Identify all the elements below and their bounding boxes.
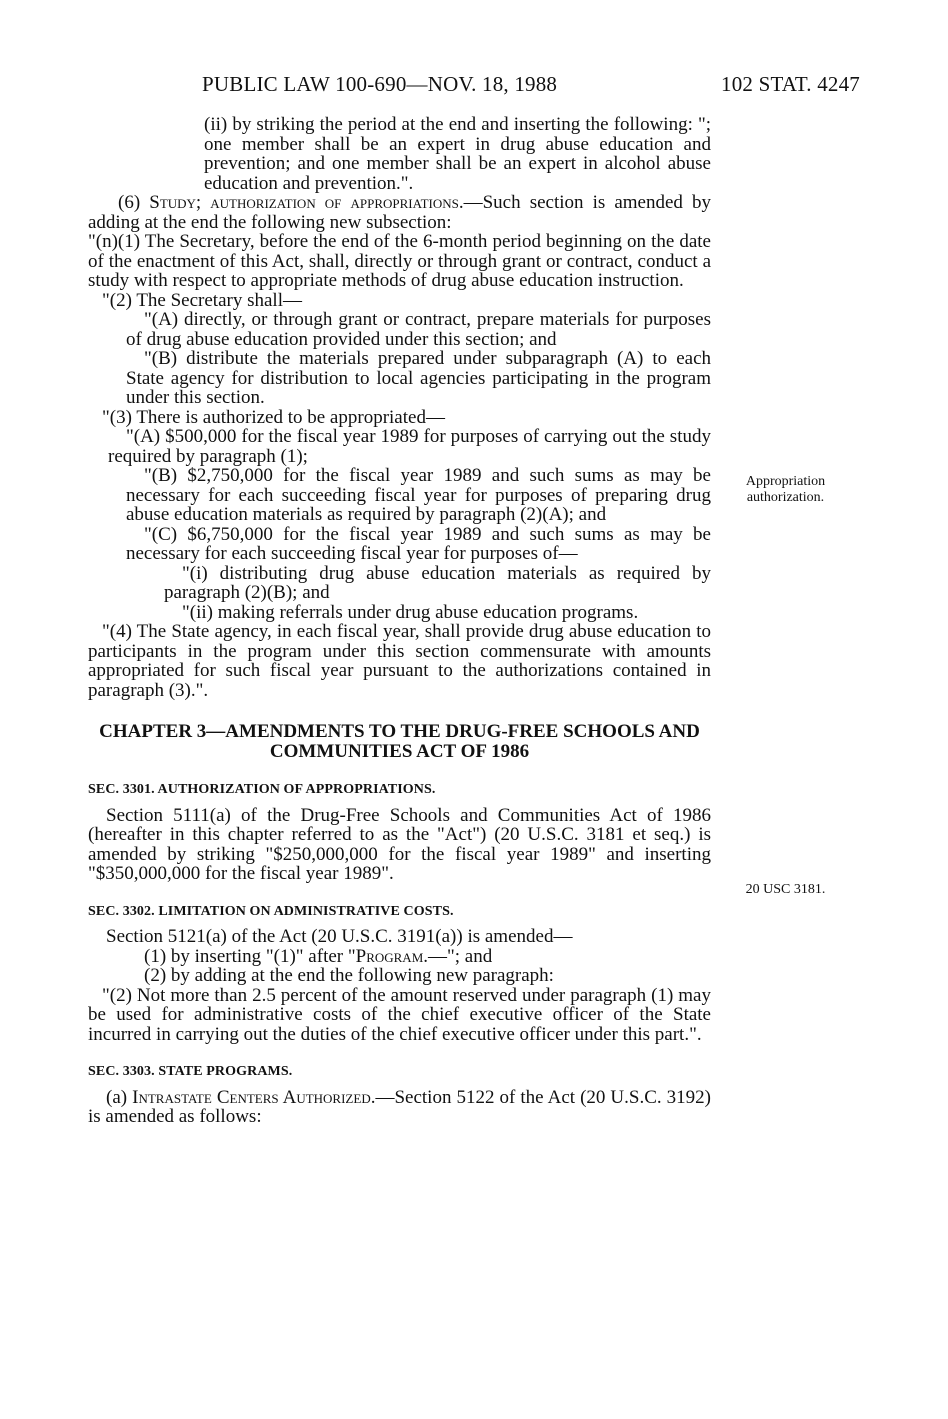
paragraph: "(3) There is authorized to be appropriated—	[102, 406, 445, 428]
paragraph: (6) Study; authorization of appropriations.—Such section is amended by adding at the end the following new subsection:	[88, 192, 712, 233]
paragraph: (ii) by striking the period at the end and inserting the following: "; one member shall be an expert in drug abuse education and prevention; and one member shall be an expert in alcohol abuse education and prevention.".	[204, 114, 711, 194]
paragraph: "(B) distribute the materials prepared under subparagraph (A) to each State agency for distribution to local agencies participating in the program under this section.	[126, 348, 711, 408]
header-citation: PUBLIC LAW 100-690—NOV. 18, 1988	[202, 72, 558, 96]
paragraph: "(A) $500,000 for the fiscal year 1989 for purposes of carrying out the study required by paragraph (1);	[108, 426, 711, 467]
margin-note-appropriation: Appropriation authorization.	[745, 474, 826, 505]
chapter-heading: CHAPTER 3—AMENDMENTS TO THE DRUG-FREE SCHOOLS AND COMMUNITIES ACT OF 1986	[99, 721, 700, 762]
section-heading: SEC. 3303. STATE PROGRAMS.	[88, 1064, 293, 1079]
document-body	[88, 115, 711, 1127]
section-heading: SEC. 3302. LIMITATION ON ADMINISTRATIVE COSTS.	[88, 903, 454, 919]
paragraph: (1) by inserting "(1)" after "Program.—"; and	[144, 945, 493, 967]
paragraph: Section 5121(a) of the Act (20 U.S.C. 3191(a)) is amended—	[106, 926, 573, 947]
paragraph: "(B) $2,750,000 for the fiscal year 1989 and such sums as may be necessary for each succeeding fiscal year for purposes of preparing drug abuse education materials as required by paragraph (2)(A); and	[126, 465, 711, 525]
paragraph: "(A) directly, or through grant or contract, prepare materials for purposes of drug abuse education provided under this section; and	[126, 309, 711, 350]
paragraph: "(C) $6,750,000 for the fiscal year 1989 and such sums as may be necessary for each succeeding fiscal year for purposes of—	[126, 523, 711, 564]
paragraph: (a) Intrastate Centers Authorized.—Section 5122 of the Act (20 U.S.C. 3192) is amended as follows:	[88, 1086, 712, 1127]
paragraph: "(ii) making referrals under drug abuse education programs.	[182, 601, 639, 623]
paragraph: "(2) Not more than 2.5 percent of the amount reserved under paragraph (1) may be used for administrative costs of the chief executive officer of the State incurred in carrying out the duties of the chief executive officer under this part.".	[88, 984, 711, 1045]
margin-note-usc: 20 USC 3181.	[745, 882, 826, 897]
paragraph: "(i) distributing drug abuse education materials as required by paragraph (2)(B); and	[164, 562, 711, 603]
paragraph: (2) by adding at the end the following new paragraph:	[144, 965, 554, 986]
paragraph: "(4) The State agency, in each fiscal year, shall provide drug abuse education to participants in the program under this section commensurate with amounts appropriated for such fiscal year pursuant to the authorizations contained in paragraph (3).".	[88, 621, 711, 701]
paragraph: "(n)(1) The Secretary, before the end of the 6-month period beginning on the date of the enactment of this Act, shall, directly or through grant or contract, conduct a study with respect to appropriate methods of drug abuse education instruction.	[88, 231, 711, 291]
header-page-number: 102 STAT. 4247	[721, 72, 860, 96]
paragraph: "(2) The Secretary shall—	[102, 289, 302, 311]
section-heading: SEC. 3301. AUTHORIZATION OF APPROPRIATIONS.	[88, 782, 436, 797]
paragraph: Section 5111(a) of the Drug-Free Schools and Communities Act of 1986 (hereafter in this chapter referred to as the "Act") (20 U.S.C. 3181 et seq.) is amended by striking "$250,000,000 for the fiscal year 1989" and inserting "$350,000,000 for the fiscal year 1989".	[88, 804, 711, 884]
